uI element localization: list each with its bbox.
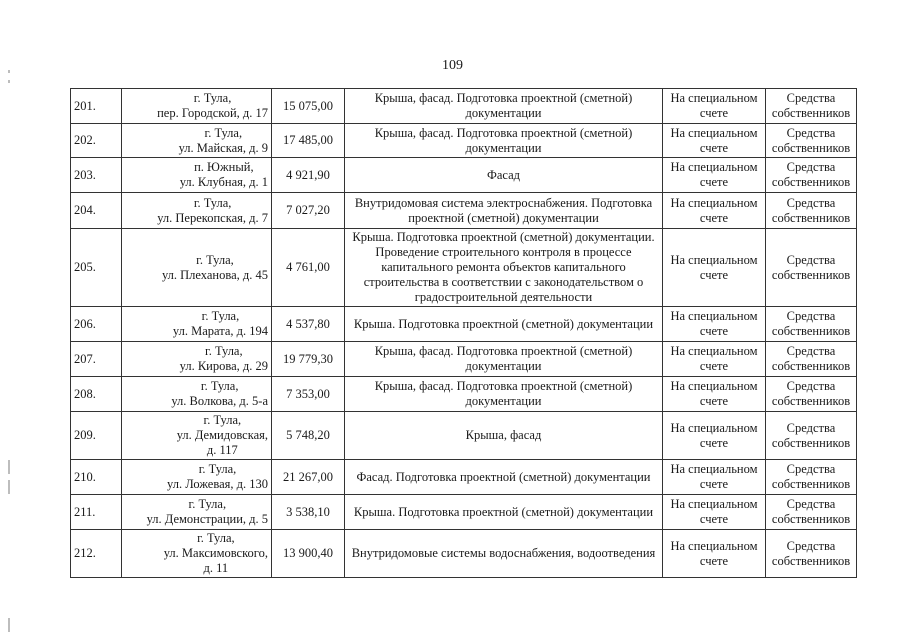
address-cell-text: г. Тула, ул. Ложевая, д. 130 [167, 462, 268, 491]
funding-source-cell [766, 377, 857, 412]
works-cell-text: Крыша. Подготовка проектной (сметной) документации [353, 504, 654, 519]
funding-source-cell [766, 412, 857, 460]
address-cell [122, 342, 272, 377]
account-cell [663, 124, 766, 158]
amount-cell [272, 307, 345, 342]
funding-source-cell-text: Средства собственников [771, 344, 851, 373]
row-number-text: 203. [74, 167, 96, 182]
funding-source-cell [766, 307, 857, 342]
row-number [71, 89, 122, 124]
works-cell-text: Крыша. Подготовка проектной (сметной) документации [353, 316, 654, 331]
funding-source-cell [766, 460, 857, 495]
amount-cell [272, 495, 345, 530]
funding-source-cell-text: Средства собственников [771, 379, 851, 408]
repair-registry-table [70, 88, 857, 578]
works-cell-text: Крыша, фасад. Подготовка проектной (сметной) документации [374, 344, 633, 373]
works-cell-text: Крыша, фасад. Подготовка проектной (сметной) документации [374, 379, 633, 408]
table-row [71, 307, 857, 342]
works-cell [345, 460, 663, 495]
table-row [71, 229, 857, 307]
margin-mark [8, 480, 10, 494]
row-number-text: 208. [74, 386, 96, 401]
address-cell [122, 495, 272, 530]
address-cell-text: г. Тула, ул. Демидовская, д. 117 [176, 413, 268, 457]
works-cell [345, 342, 663, 377]
funding-source-cell-text: Средства собственников [771, 195, 851, 225]
works-cell-text: Крыша, фасад. Подготовка проектной (сметной) документации [374, 125, 633, 155]
funding-source-cell-text: Средства собственников [771, 497, 851, 526]
funding-source-cell [766, 124, 857, 158]
works-cell-text: Фасад [486, 167, 521, 182]
address-cell-text: г. Тула, ул. Волкова, д. 5-а [171, 379, 268, 408]
address-cell [122, 158, 272, 193]
amount-cell-text: 3 538,10 [286, 504, 330, 519]
funding-source-cell [766, 193, 857, 229]
amount-cell [272, 89, 345, 124]
works-cell [345, 307, 663, 342]
account-cell-text: На специальном счете [670, 497, 758, 526]
works-cell [345, 530, 663, 578]
funding-source-cell-text: Средства собственников [771, 462, 851, 491]
account-cell [663, 530, 766, 578]
table-row [71, 342, 857, 377]
margin-mark [8, 80, 10, 83]
address-cell-text: г. Тула, ул. Максимовского, д. 11 [163, 531, 268, 575]
works-cell [345, 89, 663, 124]
amount-cell-text: 13 900,40 [283, 546, 333, 560]
row-number-text: 204. [74, 203, 96, 217]
amount-cell [272, 530, 345, 578]
row-number-text: 211. [74, 504, 96, 519]
account-cell-text: На специальном счете [670, 160, 758, 189]
amount-cell [272, 412, 345, 460]
funding-source-cell [766, 342, 857, 377]
row-number [71, 158, 122, 193]
row-number [71, 124, 122, 158]
row-number-text: 202. [74, 133, 96, 147]
account-cell-text: На специальном счете [670, 195, 758, 225]
address-cell-text: г. Тула, ул. Демонстрации, д. 5 [146, 497, 268, 526]
account-cell [663, 495, 766, 530]
account-cell-text: На специальном счете [670, 420, 758, 450]
account-cell-text: На специальном счете [670, 538, 758, 568]
works-cell [345, 193, 663, 229]
amount-cell [272, 229, 345, 307]
address-cell-text: п. Южный, ул. Клубная, д. 1 [179, 160, 268, 189]
table-row [71, 412, 857, 460]
account-cell [663, 89, 766, 124]
row-number [71, 530, 122, 578]
funding-source-cell [766, 158, 857, 193]
table-body [71, 89, 857, 578]
table-row [71, 193, 857, 229]
account-cell-text: На специальном счете [670, 344, 758, 373]
works-cell [345, 377, 663, 412]
works-cell-text: Крыша, фасад. Подготовка проектной (сметной) документации [374, 91, 633, 120]
row-number [71, 307, 122, 342]
amount-cell-text: 4 761,00 [286, 260, 330, 274]
address-cell [122, 193, 272, 229]
address-cell [122, 307, 272, 342]
row-number [71, 377, 122, 412]
address-cell [122, 124, 272, 158]
amount-cell [272, 377, 345, 412]
row-number [71, 412, 122, 460]
row-number [71, 193, 122, 229]
table-row [71, 460, 857, 495]
address-cell-text: г. Тула, ул. Плеханова, д. 45 [161, 252, 268, 282]
table-row [71, 377, 857, 412]
account-cell [663, 307, 766, 342]
amount-cell [272, 460, 345, 495]
account-cell-text: На специальном счете [670, 91, 758, 120]
works-cell-text: Крыша, фасад [465, 428, 542, 442]
row-number-text: 207. [74, 351, 96, 366]
row-number-text: 201. [74, 98, 96, 113]
account-cell-text: На специальном счете [670, 462, 758, 491]
row-number [71, 342, 122, 377]
address-cell [122, 530, 272, 578]
amount-cell-text: 17 485,00 [283, 133, 333, 147]
amount-cell [272, 158, 345, 193]
account-cell [663, 460, 766, 495]
funding-source-cell [766, 495, 857, 530]
funding-source-cell-text: Средства собственников [771, 538, 851, 568]
amount-cell-text: 15 075,00 [283, 98, 333, 113]
address-cell-text: г. Тула, ул. Перекопская, д. 7 [157, 195, 268, 225]
address-cell-text: г. Тула, ул. Марата, д. 194 [172, 309, 268, 338]
row-number [71, 460, 122, 495]
row-number-text: 205. [74, 260, 96, 274]
table-row [71, 495, 857, 530]
table-row [71, 158, 857, 193]
margin-mark [8, 618, 10, 632]
page-number: 109 [442, 58, 463, 73]
works-cell [345, 229, 663, 307]
account-cell [663, 377, 766, 412]
amount-cell-text: 7 027,20 [286, 203, 330, 217]
row-number-text: 206. [74, 316, 96, 331]
address-cell [122, 377, 272, 412]
address-cell-text: г. Тула, пер. Городской, д. 17 [157, 91, 268, 120]
row-number [71, 495, 122, 530]
works-cell [345, 412, 663, 460]
margin-mark [8, 70, 10, 73]
row-number-text: 210. [74, 469, 96, 484]
table-row [71, 89, 857, 124]
works-cell-text: Внутридомовые системы водоснабжения, водоотведения [351, 546, 656, 560]
amount-cell-text: 4 537,80 [286, 316, 330, 331]
amount-cell-text: 7 353,00 [286, 386, 330, 401]
account-cell [663, 342, 766, 377]
address-cell [122, 460, 272, 495]
funding-source-cell [766, 89, 857, 124]
account-cell-text: На специальном счете [670, 252, 758, 282]
works-cell-text: Крыша. Подготовка проектной (сметной) документации. Проведение строительного контроля в процессе капитального ремонта объектов капитального строительства в соответствии с законодательством о градостроительной деятельности [352, 230, 655, 304]
amount-cell [272, 124, 345, 158]
account-cell [663, 229, 766, 307]
account-cell [663, 158, 766, 193]
funding-source-cell-text: Средства собственников [771, 252, 851, 282]
works-cell [345, 158, 663, 193]
amount-cell-text: 4 921,90 [286, 167, 330, 182]
account-cell-text: На специальном счете [670, 125, 758, 155]
account-cell-text: На специальном счете [670, 379, 758, 408]
address-cell-text: г. Тула, ул. Кирова, д. 29 [179, 344, 268, 373]
row-number-text: 209. [74, 428, 96, 442]
works-cell-text: Внутридомовая система электроснабжения. Подготовка проектной (сметной) документации [354, 195, 653, 225]
margin-mark [8, 460, 10, 474]
works-cell [345, 495, 663, 530]
funding-source-cell-text: Средства собственников [771, 309, 851, 338]
amount-cell-text: 19 779,30 [283, 351, 333, 366]
works-cell-text: Фасад. Подготовка проектной (сметной) документации [356, 469, 651, 484]
funding-source-cell-text: Средства собственников [771, 160, 851, 189]
account-cell [663, 412, 766, 460]
amount-cell [272, 193, 345, 229]
address-cell-text: г. Тула, ул. Майская, д. 9 [178, 125, 268, 155]
account-cell [663, 193, 766, 229]
table-row [71, 530, 857, 578]
amount-cell [272, 342, 345, 377]
address-cell [122, 89, 272, 124]
account-cell-text: На специальном счете [670, 309, 758, 338]
funding-source-cell [766, 530, 857, 578]
row-number-text: 212. [74, 546, 96, 560]
address-cell [122, 229, 272, 307]
row-number [71, 229, 122, 307]
funding-source-cell-text: Средства собственников [771, 125, 851, 155]
funding-source-cell-text: Средства собственников [771, 420, 851, 450]
amount-cell-text: 21 267,00 [283, 469, 333, 484]
works-cell [345, 124, 663, 158]
funding-source-cell [766, 229, 857, 307]
amount-cell-text: 5 748,20 [286, 428, 330, 442]
address-cell [122, 412, 272, 460]
table-row [71, 124, 857, 158]
funding-source-cell-text: Средства собственников [771, 91, 851, 120]
